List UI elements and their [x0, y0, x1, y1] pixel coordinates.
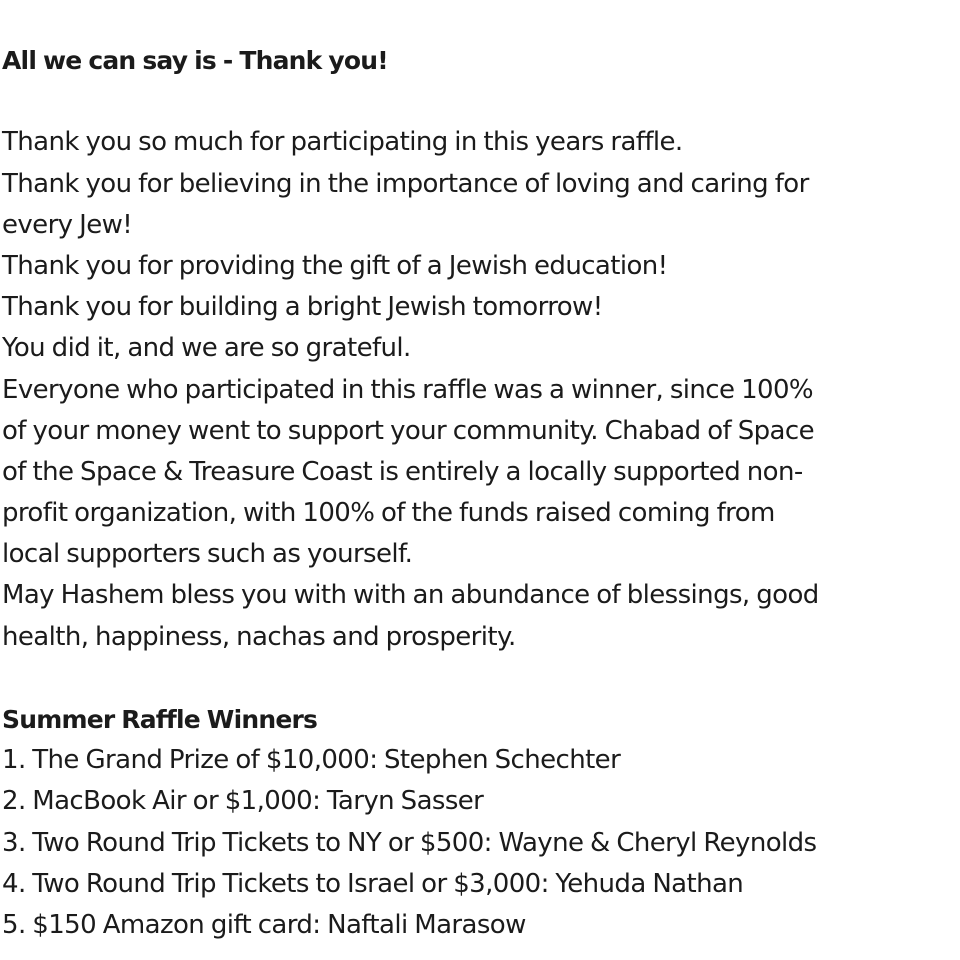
winner-item: 4. Two Round Trip Tickets to Israel or $3,000: Yehuda Nathan [2, 868, 744, 899]
heading: All we can say is - Thank you! [2, 46, 388, 75]
winner-item: 1. The Grand Prize of $10,000: Stephen Schechter [2, 745, 621, 776]
message-line: Thank you for believing in the importance of loving and caring for [2, 168, 809, 199]
message-line: every Jew! [2, 209, 133, 240]
message-line: profit organization, with 100% of the funds raised coming from [2, 498, 775, 529]
winner-item: 3. Two Round Trip Tickets to NY or $500: Wayne & Cheryl Reynolds [2, 827, 817, 858]
message-line: Thank you for providing the gift of a Jewish education! [2, 250, 668, 281]
winner-item: 2. MacBook Air or $1,000: Taryn Sasser [2, 786, 484, 817]
message-line: May Hashem bless you with with an abundance of blessings, good [2, 580, 819, 611]
spacer [2, 658, 958, 699]
message-line: Everyone who participated in this raffle was a winner, since 100% [2, 374, 813, 405]
message-line: of your money went to support your community. Chabad of Space [2, 415, 814, 446]
thank-you-document [2, 40, 958, 946]
winner-item: 5. $150 Amazon gift card: Naftali Marasow [2, 909, 526, 940]
winners-title: Summer Raffle Winners [2, 705, 318, 734]
message-line: local supporters such as yourself. [2, 539, 413, 570]
winners-section [2, 699, 958, 946]
message-line: of the Space & Treasure Coast is entirely a locally supported non- [2, 456, 803, 487]
message-line: You did it, and we are so grateful. [2, 333, 411, 364]
spacer [2, 81, 958, 122]
message-body [2, 122, 958, 657]
message-line: Thank you so much for participating in this years raffle. [2, 127, 683, 158]
message-line: Thank you for building a bright Jewish tomorrow! [2, 292, 603, 323]
message-line: health, happiness, nachas and prosperity. [2, 621, 516, 652]
